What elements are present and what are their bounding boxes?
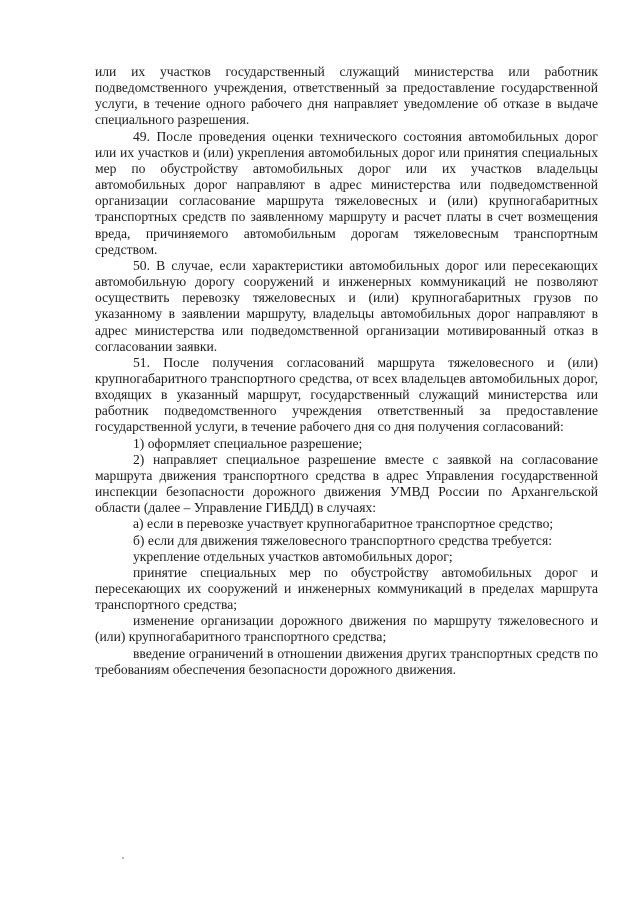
paragraph: 49. После проведения оценки технического состояния автомобильных дорог или их участков и (или) укрепления автомобильных дорог или принятия специальных мер по обустройству автомобильных дорог или их участков владельцы автомобильных дорог направляют в адрес министерства или подведомственной организации согласование маршрута тяжеловесных и (или) крупногабаритных транспортных средств по заявленному маршруту и расчет платы в счет возмещения вреда, причиняемого автомобильным дорогам тяжеловесным транспортным средством. bbox=[95, 128, 598, 257]
list-item: принятие специальных мер по обустройству автомобильных дорог и пересекающих их сооружений и инженерных коммуникаций в пределах маршрута транспортного средства; bbox=[95, 564, 598, 613]
document-page bbox=[95, 64, 598, 678]
list-item: изменение организации дорожного движения по маршруту тяжеловесного и (или) крупногабаритного транспортного средства; bbox=[95, 613, 598, 645]
list-item: 2) направляет специальное разрешение вместе с заявкой на согласование маршрута движения транспортного средства в адрес Управления государственной инспекции безопасности дорожного движения УМВД России по Архангельской области (далее – Управление ГИБДД) в случаях: bbox=[95, 451, 598, 516]
paragraph: 50. В случае, если характеристики автомобильных дорог или пересекающих автомобильную дорогу сооружений и инженерных коммуникаций не позволяют осуществить перевозку тяжеловесных и (или) крупногабаритных грузов по указанному в заявлении маршруту, владельцы автомобильных дорог направляют в адрес министерства или подведомственной организации мотивированный отказ в согласовании заявки. bbox=[95, 257, 598, 354]
list-item: введение ограничений в отношении движения других транспортных средств по требованиям обеспечения безопасности дорожного движения. bbox=[95, 645, 598, 677]
paragraph: или их участков государственный служащий министерства или работник подведомственного учреждения, ответственный за предоставление государственной услуги, в течение одного рабочего дня направляет уведомление об отказе в выдаче специального разрешения. bbox=[95, 64, 598, 128]
list-item: 1) оформляет специальное разрешение; bbox=[133, 435, 363, 451]
scan-speck bbox=[122, 857, 124, 859]
paragraph: 51. После получения согласований маршрута тяжеловесного и (или) крупногабаритного транспортного средства, от всех владельцев автомобильных дорог, входящих в указанный маршрут, государственный служащий министерства или работник подведомственного учреждения ответственный за предоставление государственной услуги, в течение рабочего дня со дня получения согласований: bbox=[95, 354, 598, 435]
list-item: укрепление отдельных участков автомобильных дорог; bbox=[133, 548, 453, 564]
list-item: б) если для движения тяжеловесного транспортного средства требуется: bbox=[133, 532, 552, 548]
list-item: а) если в перевозке участвует крупногабаритное транспортное средство; bbox=[133, 516, 554, 532]
